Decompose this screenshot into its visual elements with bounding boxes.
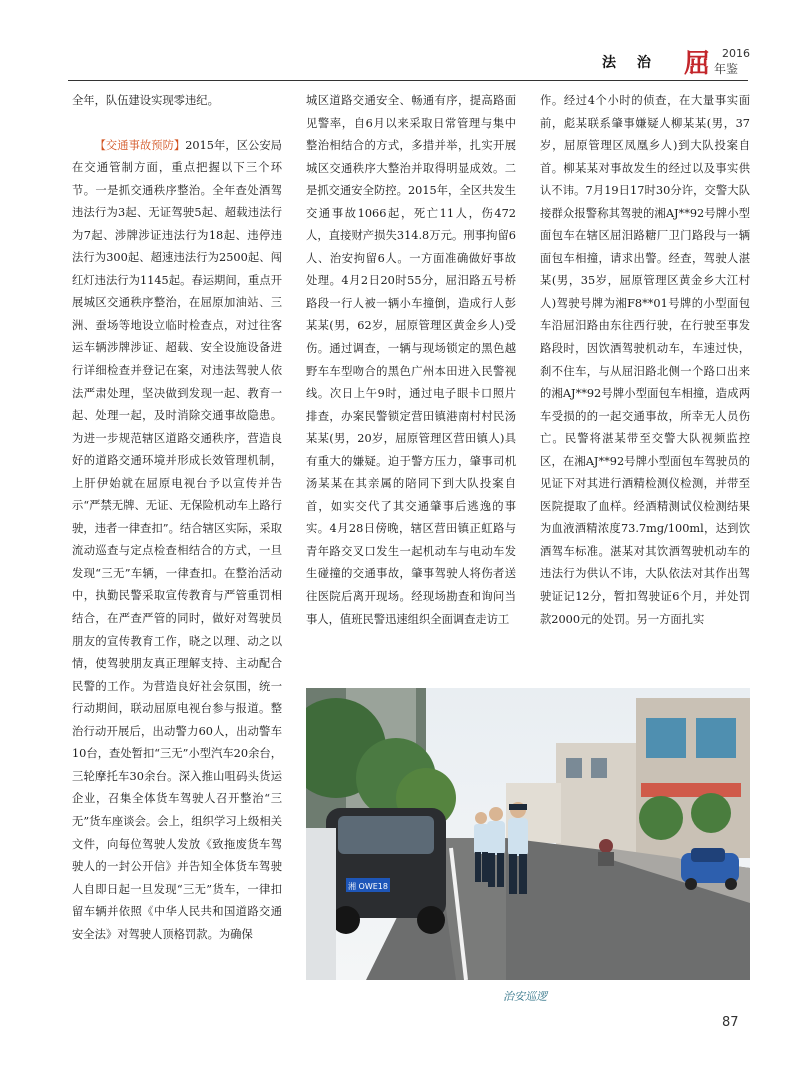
paragraph-body-3: 作。经过4个小时的侦查，在大量事实面前，彪某联系肇事嫌疑人柳某某(男，37岁，屈原管理区凤凰乡人)到大队投案自首。柳某某对事故发生的经过以及事实供认不讳。7月19日17时30分许，交警大队接群众报警称其驾驶的湘AJ**92号牌小型面包车在辖区屈汨路糖厂卫门路段与一辆面包车相撞，请求出警。经查，驾驶人湛某(男，35岁，屈原管理区黄金乡大江村人)驾驶号牌为湘F8**01号牌的小型面包车沿屈汨路由东往西行驶，在行驶至事发路段时，因饮酒驾驶机动车，车速过快，刹不住车，与从屈汨路北侧一个路口出来的湘AJ**92号牌小型面包车相撞，造成两车受损的的一起交通事故，所幸无人员伤亡。民警将湛某带至交警大队视频监控区，在湘AJ**92号牌小型面包车驾驶员的见证下对其进行酒精检测仪检测，并带至医院提取了血样。经酒精测试仪检测结果为血液酒精浓度73.7mg/100ml，达到饮酒驾车标准。湛某对其饮酒驾驶机动车的违法行为供认不讳，大队依法对其作出驾驶证记12分，暂扣驾驶证6个月，并处罚款2000元的处罚。另一方面扎实 — [540, 94, 750, 626]
text-column-2 — [306, 90, 516, 680]
text-column-1 — [72, 90, 282, 1010]
paragraph-continuation: 全年，队伍建设实现零违纪。 — [72, 94, 219, 107]
section-heading: 【交通事故预防】 — [94, 138, 186, 152]
section-title: 法 治 — [602, 55, 659, 71]
header-divider — [68, 80, 748, 81]
patrol-photo — [306, 688, 750, 980]
page-number: 87 — [722, 1015, 739, 1030]
logo-glyph: 屈 — [683, 49, 711, 78]
paragraph-body-2: 城区道路交通安全、畅通有序，提高路面见警率，自6月以来采取日常管理与集中整治相结合的方式，多措并举，扎实开展城区交通秩序大整治并取得明显成效。二是抓交通安全防控。2015年，全区共发生交通事故1066起，死亡11人，伤472人，直接财产损失314.8万元。刑事拘留6人、治安拘留6人。一方面准确做好事故处理。4月2日20时55分，屈汨路五号桥路段一行人被一辆小车撞倒，造成行人彭某某(男，62岁，屈原管理区黄金乡人)受伤。通过调查，一辆与现场锁定的黑色越野车车型吻合的黑色广州本田进入民警视线。次日上午9时，通过电子眼卡口照片排查，办案民警锁定营田镇港南村村民汤某某(男，20岁，屈原管理区营田镇人)具有重大的嫌疑。迫于警方压力，肇事司机汤某某在其亲属的陪同下到大队投案自首，如实交代了其交通肇事后逃逸的事实。4月28日傍晚，辖区营田镇正虹路与青年路交叉口发生一起机动车与电动车发生碰撞的交通事故，肇事驾驶人将伤者送往医院后离开现场。经现场勘查和询问当事人，值班民警迅速组织全面调查走访工 — [306, 94, 516, 626]
license-plate: 湘 OWE18 — [348, 882, 388, 891]
paragraph-body-1: 2015年，区公安局在交通管制方面，重点把握以下三个环节。一是抓交通秩序整治。全年查处酒驾违法行为3起、无证驾驶5起、超载违法行为7起、涉牌涉证违法行为18起、违停违法行为300起、超速违法行为2500起、闯红灯违法行为1145起。春运期间，重点开展城区交通秩序整治，在屈原加油站、三洲、蚕场等地设立临时检查点，对过往客运车辆涉牌涉证、超载、安全设施设备进行详细检查并登记在案，对违法驾驶人依法严肃处理，坚决做到发现一起、教育一起、处理一起，及时消除交通事故隐患。为进一步规范辖区道路交通秩序，营造良好的道路交通环境并形成长效管理机制，上肝伊始就在屈原电视台予以宣传并告示“严禁无牌、无证、无保险机动车上路行驶，违者一律查扣”。结合辖区实际，采取流动巡查与定点检查相结合的方式，一旦发现“三无”车辆，一律查扣。在整治活动中，执勤民警采取宣传教育与严管重罚相结合，在严查严管的同时，做好对驾驶员朋友的宣传教育工作，晓之以理、动之以情，使驾驶朋友真正理解支持、主动配合民警的工作。为营造良好社会氛围，统一行动期间，联动屈原电视台参与报道。整治行动开展后，出动警力60人，出动警车10台，查处暂扣“三无”小型汽车20余台，三轮摩托车30余台。深入推山咀码头货运企业，召集全体货车驾驶人召开整治“三无”货车座谈会。会上，组织学习上级相关文件，向每位驾驶人发放《致拖废货车驾驶人的一封公开信》并告知全体货车驾驶人自即日起一旦发现“三无”货车，一律扣留车辆并依照《中华人民共和国道路交通安全法》对驾驶人顶格罚款。为确保 — [72, 138, 282, 941]
yearbook-logo — [681, 48, 713, 78]
paragraph-traffic-safety — [72, 135, 282, 947]
header-year: 2016 — [722, 47, 750, 60]
text-column-3 — [540, 90, 750, 680]
photo-caption: 治安巡逻 — [503, 990, 547, 1003]
header-book-title: 年鉴 — [714, 62, 739, 76]
